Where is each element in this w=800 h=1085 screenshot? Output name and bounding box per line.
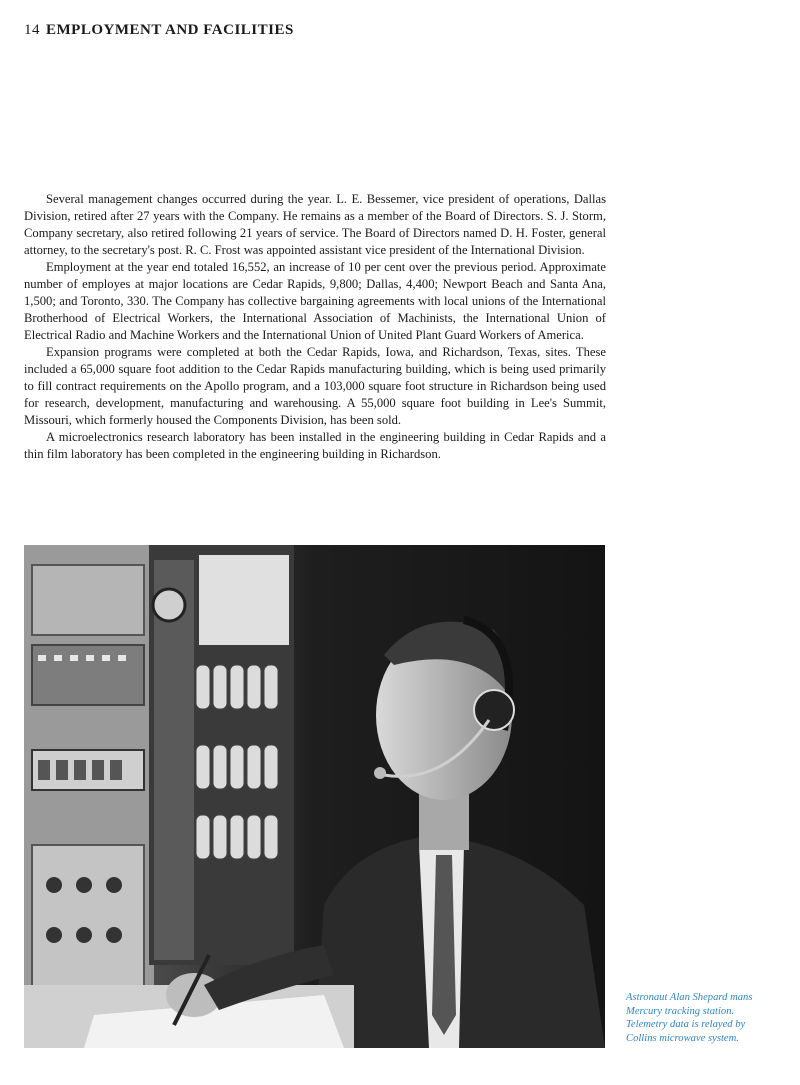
caption-line: Mercury tracking station.: [626, 1005, 735, 1017]
paragraph-laboratories: A microelectronics research laboratory has been installed in the engineering building in Cedar Rapids and a thin film laboratory has been completed in the engineering building in Richardson.: [24, 430, 606, 461]
page-number: 14: [24, 22, 40, 38]
caption-line: Astronaut Alan Shepard mans: [626, 992, 753, 1003]
paragraph-expansion: Expansion programs were completed at both the Cedar Rapids, Iowa, and Richardson, Texas, sites. These included a 65,000 square foot addition to the Cedar Rapids manufacturing building, which is being used primarily to fill contract requirements on the Apollo program, and a 103,000 square foot structure in Richardson being used for research, development, manufacturing and warehousing. A 55,000 square foot building in Lee's Summit, Missouri, which formerly housed the Components Division, has been sold.: [24, 345, 606, 427]
photo-caption: [626, 991, 791, 1045]
photo-illustration: [24, 545, 605, 1048]
caption-line: Collins microwave system.: [626, 1032, 739, 1044]
tracking-station-photo: [24, 545, 605, 1048]
paragraph-employment: Employment at the year end totaled 16,552, an increase of 10 per cent over the previous period. Approximate number of employes at major locations are Cedar Rapids, 9,800; Dallas, 4,400; Newport Beach and Santa Ana, 1,500; and Toronto, 330. The Company has collective bargaining agreements with local unions of the International Brotherhood of Electrical Workers, the International Association of Machinists, the International Union of Electrical Radio and Machine Workers and the International Union of United Plant Guard Workers of America.: [24, 260, 606, 342]
paragraph-management-changes: Several management changes occurred during the year. L. E. Bessemer, vice president of operations, Dallas Division, retired after 27 years with the Company. He remains as a member of the Board of Directors. S. J. Storm, Company secretary, also retired following 21 years of service. The Board of Directors named D. H. Foster, general attorney, to the secretary's post. R. C. Frost was appointed assistant vice president of the International Division.: [24, 192, 606, 257]
page-header: [24, 22, 294, 39]
caption-line: Telemetry data is relayed by: [626, 1019, 746, 1031]
section-title: EMPLOYMENT AND FACILITIES: [46, 22, 294, 38]
body-text: [24, 191, 606, 463]
